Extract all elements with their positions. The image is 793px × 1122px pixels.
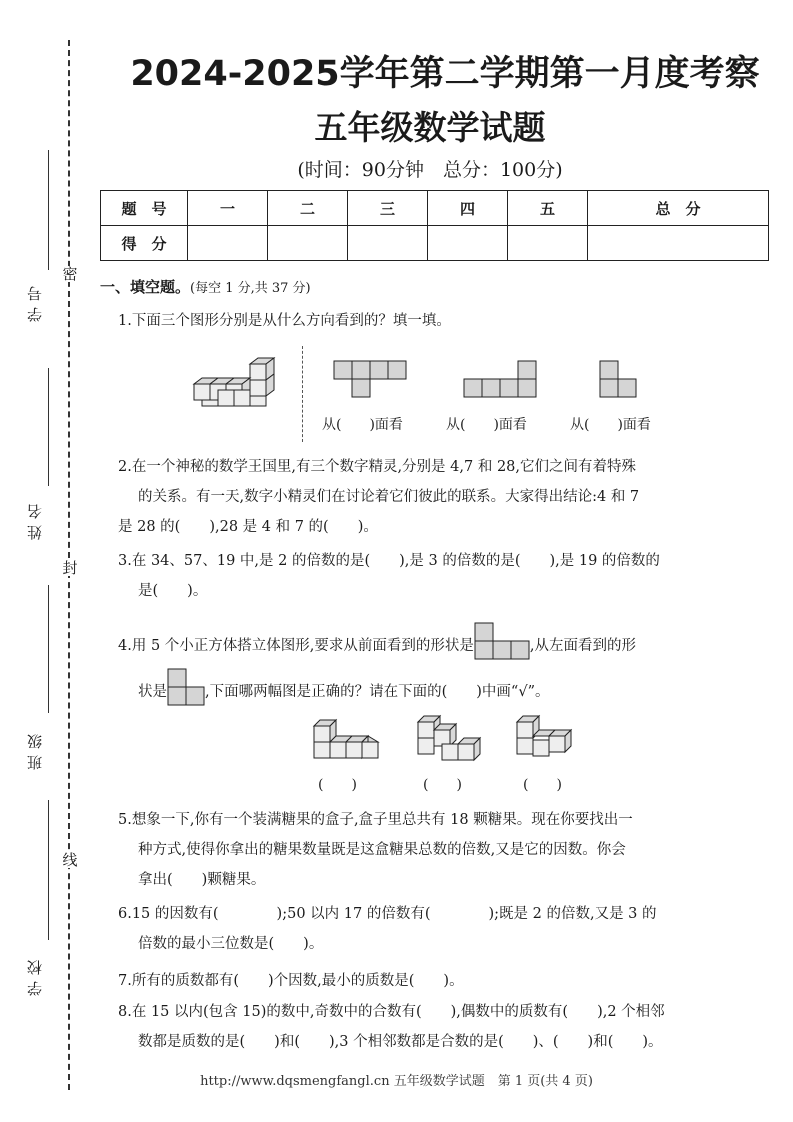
score-header-cell: 题 号	[101, 191, 188, 226]
question-4-line-1b: ,从左面看到的形	[529, 638, 636, 654]
class-label: 班级	[26, 728, 44, 770]
score-input-cell[interactable]	[588, 226, 769, 261]
q4-option-figure-2	[416, 714, 488, 762]
question-8-line-2: 数都是质数的是( )和( ),3 个相邻数都是合数的是( )、( )和( )。	[138, 1034, 663, 1050]
section-1-note: (每空 1 分,共 37 分)	[190, 281, 311, 296]
score-table	[100, 190, 769, 261]
question-7	[118, 966, 768, 996]
q4-option-figure-3	[515, 714, 581, 762]
exam-subtitle: 五年级数学试题	[314, 108, 546, 147]
question-5-line-2: 种方式,使得你拿出的糖果数量既是这盒糖果总数的倍数,又是它的因数。你会	[138, 842, 626, 858]
question-8	[118, 997, 768, 1057]
name-label: 姓名	[26, 498, 44, 540]
exam-title: 2024-2025学年第二学期第一月度考察	[130, 54, 760, 94]
score-table-score-row	[101, 226, 769, 261]
score-header-cell: 四	[428, 191, 508, 226]
question-4-line-1a: 4.用 5 个小正方体搭立体图形,要求从前面看到的形状是	[118, 638, 474, 654]
q4-option-2[interactable]: ( )	[423, 777, 462, 793]
school-line	[48, 800, 49, 940]
seal-char-mi: 密	[62, 265, 78, 283]
q4-left-view	[167, 668, 205, 706]
question-7-line-1: 7.所有的质数都有( )个因数,最小的质数是( )。	[118, 973, 464, 989]
section-1-title	[100, 276, 311, 297]
score-header-cell: 三	[348, 191, 428, 226]
score-row-label: 得 分	[101, 226, 188, 261]
q1-divider	[302, 346, 303, 442]
student-id-line	[48, 150, 49, 270]
name-line	[48, 368, 49, 486]
q1-view-2	[463, 360, 539, 400]
seal-char-feng: 封	[62, 559, 78, 577]
question-4-cont	[118, 668, 768, 708]
student-id-label: 学号	[26, 280, 44, 322]
q4-front-view	[474, 622, 530, 660]
question-4-line-2b: ,下面哪两幅图是正确的？请在下面的( )中画“√”。	[205, 684, 550, 700]
question-3-line-2: 是( )。	[138, 583, 208, 599]
score-header-cell: 总 分	[588, 191, 769, 226]
question-2-line-3: 是 28 的( ),28 是 4 和 7 的( )。	[118, 519, 378, 535]
exam-info: (时间：90分钟 总分：100分)	[297, 159, 563, 181]
question-8-line-1: 8.在 15 以内(包含 15)的数中,奇数中的合数有( ),偶数中的质数有( ),2 个相邻	[118, 1004, 665, 1020]
score-header-cell: 二	[268, 191, 348, 226]
score-header-cell: 五	[508, 191, 588, 226]
question-2-line-2: 的关系。有一天,数字小精灵们在讨论着它们彼此的联系。大家得出结论:4 和 7	[138, 489, 640, 505]
score-input-cell[interactable]	[188, 226, 268, 261]
question-6-line-2: 倍数的最小三位数是( )。	[138, 936, 324, 952]
q4-option-1[interactable]: ( )	[318, 777, 357, 793]
page-footer: http://www.dqsmengfangl.cn 五年级数学试题 第 1 页(共 4 页)	[200, 1074, 593, 1089]
question-4-line-2a: 状是	[138, 684, 167, 700]
question-3	[118, 546, 768, 606]
question-6	[118, 899, 768, 959]
question-3-line-1: 3.在 34、57、19 中,是 2 的倍数的是( ),是 3 的倍数的是( ),是 19 的倍数的	[118, 553, 660, 569]
score-input-cell[interactable]	[508, 226, 588, 261]
question-1	[118, 306, 768, 336]
seal-char-xian: 线	[62, 851, 78, 869]
score-input-cell[interactable]	[348, 226, 428, 261]
q1-caption-2: 从( )面看	[446, 417, 527, 433]
score-table-header-row	[101, 191, 769, 226]
score-input-cell[interactable]	[428, 226, 508, 261]
question-4	[118, 622, 768, 662]
class-line	[48, 585, 49, 713]
q1-view-3	[599, 360, 639, 400]
question-5-line-3: 拿出( )颗糖果。	[138, 872, 266, 888]
section-1-heading: 一、填空题。	[100, 278, 191, 296]
question-2-line-1: 2.在一个神秘的数学王国里,有三个数字精灵,分别是 4,7 和 28,它们之间有着特殊	[118, 459, 636, 475]
question-6-line-1: 6.15 的因数有( );50 以内 17 的倍数有( );既是 2 的倍数,又是 3 的	[118, 906, 657, 922]
question-1-text: 1.下面三个图形分别是从什么方向看到的？填一填。	[118, 313, 451, 329]
q1-view-1	[333, 360, 409, 400]
question-5	[118, 805, 768, 895]
school-label: 学校	[26, 954, 44, 996]
q4-option-3[interactable]: ( )	[523, 777, 562, 793]
question-2	[118, 452, 768, 542]
q4-option-figure-1	[312, 718, 382, 762]
score-input-cell[interactable]	[268, 226, 348, 261]
q1-caption-1: 从( )面看	[322, 417, 403, 433]
question-5-line-1: 5.想象一下,你有一个装满糖果的盒子,盒子里总共有 18 颗糖果。现在你要找出一	[118, 812, 633, 828]
q1-solid-figure	[192, 356, 278, 408]
score-header-cell: 一	[188, 191, 268, 226]
q1-caption-3: 从( )面看	[570, 417, 651, 433]
